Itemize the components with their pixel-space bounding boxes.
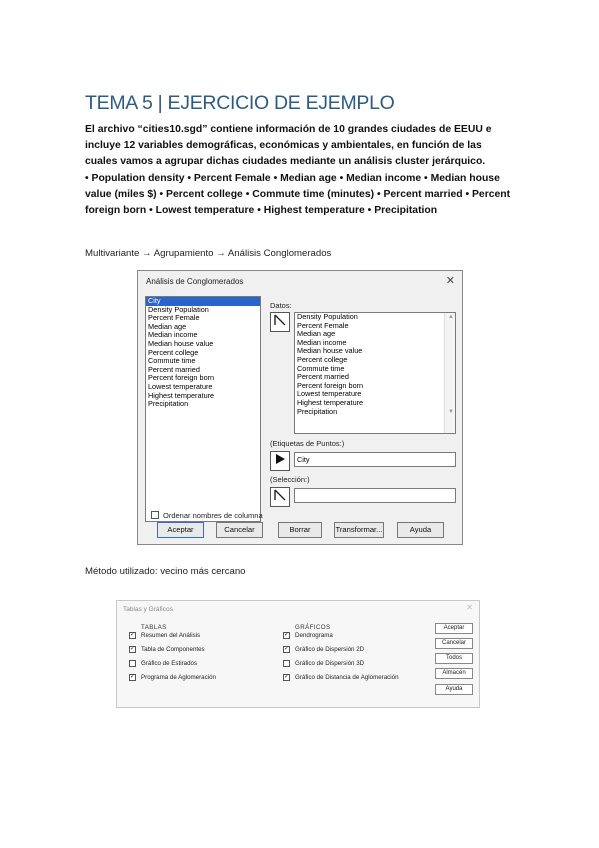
checkbox-checked[interactable]: ✓ (130, 632, 136, 638)
graph-option[interactable] (283, 646, 364, 653)
graph-option[interactable] (283, 674, 399, 681)
list-item[interactable]: Lowest temperature (148, 381, 213, 391)
dialog-title: Tablas y Gráficos (123, 606, 173, 613)
list-item[interactable]: Median house value (148, 338, 214, 348)
list-item[interactable]: Lowest temperature (297, 389, 362, 399)
dialog-title: Análisis de Conglomerados (146, 277, 244, 286)
seleccion-input[interactable] (294, 488, 456, 503)
variables-listbox[interactable] (145, 296, 261, 522)
option-label: Gráfico de Estirados (141, 660, 198, 668)
list-item[interactable]: Commute time (148, 356, 196, 366)
store-button[interactable]: Almacén (435, 668, 473, 679)
list-item[interactable]: Median income (297, 337, 347, 347)
list-item[interactable]: Percent married (148, 364, 200, 374)
sort-checkbox[interactable] (151, 511, 159, 519)
etiquetas-label: (Etiquetas de Puntos:) (270, 439, 345, 448)
table-option[interactable] (129, 660, 197, 667)
checkbox-unchecked[interactable] (129, 660, 136, 667)
checkbox-checked[interactable]: ✓ (130, 646, 136, 652)
list-item[interactable]: City (146, 297, 260, 306)
transform-button[interactable]: Transformar... (334, 522, 384, 538)
cancel-button[interactable]: Cancelar (216, 522, 263, 538)
tables-graphs-dialog (116, 600, 480, 708)
arrow-icon (273, 313, 287, 327)
list-item[interactable]: Percent foreign born (297, 380, 364, 390)
list-item[interactable]: Density Population (297, 312, 358, 321)
list-item[interactable]: Highest temperature (297, 397, 364, 407)
play-arrow-icon (273, 452, 287, 466)
list-item[interactable]: Precipitation (297, 406, 338, 416)
option-label: Dendrograma (295, 632, 333, 640)
list-item[interactable]: Percent college (297, 354, 348, 364)
list-item[interactable]: Median age (297, 329, 336, 339)
cluster-analysis-dialog (137, 270, 463, 545)
document-title: TEMA 5 | EJERCICIO DE EJEMPLO (85, 92, 395, 114)
list-item[interactable]: Median income (148, 330, 198, 340)
table-option[interactable] (129, 646, 205, 653)
checkbox-checked[interactable]: ✓ (130, 674, 136, 680)
list-item[interactable]: Percent married (297, 372, 349, 382)
checkbox-unchecked[interactable] (283, 660, 290, 667)
sort-checkbox-label: Ordenar nombres de columna (163, 511, 263, 520)
arrow-icon (273, 488, 287, 502)
add-etiquetas-button[interactable] (270, 451, 290, 471)
seleccion-label: (Selección:) (270, 475, 310, 484)
add-seleccion-button[interactable] (270, 487, 290, 507)
list-item[interactable]: Percent college (148, 347, 199, 357)
variables-paragraph: • Population density • Percent Female • Median age • Median income • Median house value (miles $) • Percent college • Commute time (minutes) • Percent married • Percent foreign born • Lowest temperature • Highest temperature • Precipitation (85, 173, 511, 216)
checkbox-checked[interactable]: ✓ (284, 646, 290, 652)
graphs-header: GRÁFICOS (295, 624, 331, 631)
table-option[interactable] (129, 674, 216, 681)
option-label: Gráfico de Dispersión 2D (295, 646, 365, 654)
scrollbar[interactable]: ▲ ▼ (444, 313, 455, 433)
delete-button[interactable]: Borrar (278, 522, 322, 538)
help-button[interactable]: Ayuda (397, 522, 444, 538)
option-label: Gráfico de Dispersión 3D (295, 660, 365, 668)
list-item[interactable]: Precipitation (148, 399, 189, 409)
tables-header: TABLAS (141, 624, 167, 631)
datos-label: Datos: (270, 301, 292, 310)
all-button[interactable]: Todos (435, 653, 473, 664)
menu-path: Multivariante → Agrupamiento → Análisis Conglomerados (85, 248, 332, 259)
option-label: Tabla de Componentes (141, 646, 205, 654)
datos-listbox[interactable] (294, 312, 456, 434)
close-icon[interactable]: ✕ (466, 603, 473, 612)
option-label: Resumen del Análisis (141, 632, 201, 640)
list-item[interactable]: Commute time (297, 363, 345, 373)
cancel-button[interactable]: Cancelar (435, 638, 473, 649)
method-text: Método utilizado: vecino más cercano (85, 566, 246, 577)
etiquetas-input[interactable]: City (294, 452, 456, 467)
graph-option[interactable] (283, 660, 364, 667)
list-item[interactable]: Percent foreign born (148, 373, 215, 383)
list-item[interactable]: Density Population (148, 304, 209, 314)
list-item[interactable]: Median age (148, 321, 187, 331)
help-button[interactable]: Ayuda (435, 684, 473, 695)
add-datos-button[interactable] (270, 312, 290, 332)
option-label: Programa de Aglomeración (141, 674, 216, 682)
graph-option[interactable] (283, 632, 333, 639)
list-item[interactable]: Highest temperature (148, 390, 215, 400)
checkbox-checked[interactable]: ✓ (284, 674, 290, 680)
option-label: Gráfico de Distancia de Aglomeración (295, 674, 399, 682)
checkbox-checked[interactable]: ✓ (284, 632, 290, 638)
list-item[interactable]: Percent Female (148, 313, 200, 323)
close-icon[interactable]: ✕ (445, 275, 455, 287)
accept-button[interactable]: Aceptar (435, 623, 473, 634)
accept-button[interactable]: Aceptar (157, 522, 204, 538)
table-option[interactable] (129, 632, 200, 639)
list-item[interactable]: Median house value (297, 346, 363, 356)
list-item[interactable]: Percent Female (297, 320, 349, 330)
intro-paragraph: El archivo “cities10.sgd” contiene información de 10 grandes ciudades de EEUU e incluye 12 variables demográficas, económicas y ambientales, en función de las cuales vamos a agrupar dichas ciudades mediante un análisis cluster jerárquico. (85, 124, 492, 167)
